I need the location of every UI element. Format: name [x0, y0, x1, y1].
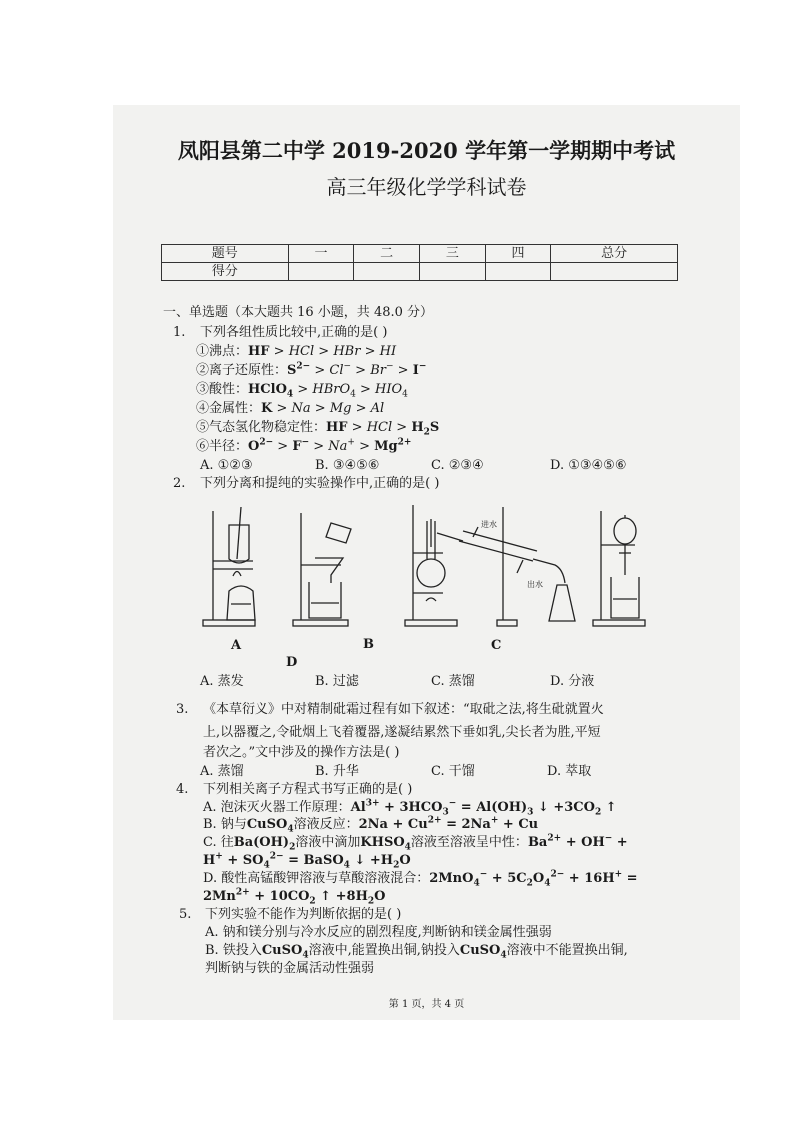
q2-option-a: A. 蒸发 [200, 674, 244, 689]
q1-item-4: ④金属性：K > Na > Mg > Al [196, 401, 385, 416]
q1-option-c: C. ②③④ [431, 458, 484, 473]
q4-option-c: C. 往$Ba(OH)_2$溶液中滴加$KHSO_4$溶液至溶液呈中性：$Ba^{2+} + OH^-$ + [203, 833, 628, 853]
score-cell: 四 [485, 245, 551, 263]
q3-line-1: 《本草衍义》中对精制砒霜过程有如下叙述：“取砒之法,将生砒就置火 [203, 702, 604, 717]
q2-option-d: D. 分液 [550, 674, 595, 689]
q5-option-b-cont: 判断钠与铁的金属活动性强弱 [205, 961, 375, 976]
q5-option-b-text-3: 溶液中不能置换出铜, [506, 943, 628, 958]
q5-option-b-text-1: B. 铁投入 [205, 943, 262, 958]
exam-paper [113, 105, 740, 1020]
q3-option-b: B. 升华 [315, 764, 359, 779]
q1-item-label: ①沸点： [196, 344, 249, 359]
q4-option-d-cont: $2Mn^{2+} + 10CO_2$ ↑ $+8H_2O$ [203, 887, 386, 907]
q2-option-c: C. 蒸馏 [431, 674, 475, 689]
q1-stem: 下列各组性质比较中,正确的是( ) [200, 325, 388, 340]
water-out-label: 出水 [527, 580, 543, 589]
exam-title: 凤阳县第二中学 2019-2020 学年第一学期期中考试 [177, 138, 676, 163]
figure-label-c: C [491, 638, 502, 653]
figure-label-a: A [231, 638, 242, 653]
q5-number: 5. [179, 907, 192, 922]
q1-number: 1. [173, 325, 186, 340]
score-table [161, 244, 678, 281]
figure-label-b: B [363, 637, 374, 652]
q4-option-a-label: A. 泡沫灭火器工作原理： [203, 800, 351, 815]
q3-number: 3. [176, 702, 189, 717]
q1-item-label: ⑥半径： [196, 439, 249, 454]
q4-option-a: A. 泡沫灭火器工作原理：$Al^{3+} + 3HCO_3^- = Al(OH)_3$ ↓ $+3CO_2$ ↑ [203, 798, 617, 818]
q1-item-label: ②离子还原性： [196, 363, 288, 378]
q3-line-3: 者次之。”文中涉及的操作方法是( ) [203, 745, 400, 760]
q4-option-c-cont: $H^+ + SO_4^{2-}$ = BaSO$_4$ ↓ $+H_2O$ [203, 851, 411, 871]
score-table-header-row [162, 245, 678, 263]
q4-option-b-label: B. 钠与 [203, 817, 247, 832]
score-cell: 三 [419, 245, 485, 263]
q4-stem: 下列相关离子方程式书写正确的是( ) [203, 782, 413, 797]
q1-item-2: ②离子还原性：$S^{2-} > Cl^- > Br^- > I^-$ [196, 361, 427, 378]
section-heading: 一、单选题（本大题共 16 小题，共 48.0 分） [163, 305, 434, 320]
q4-option-b: B. 钠与CuSO$_4$溶液反应：$2Na + Cu^{2+} = 2Na^+ + Cu$ [203, 815, 539, 835]
score-cell [485, 263, 551, 281]
q1-option-d: D. ①③④⑤⑥ [550, 458, 627, 473]
q3-option-c: C. 干馏 [431, 764, 475, 779]
q4-option-d: D. 酸性高锰酸钾溶液与草酸溶液混合：$2MnO_4^- + 5C_2O_4^{2-} + 16H^+$ = [203, 869, 638, 889]
score-cell: 二 [354, 245, 420, 263]
apparatus-figure [193, 503, 663, 633]
q5-option-b: B. 铁投入CuSO$_4$溶液中,能置换出铜,钠投入CuSO$_4$溶液中不能置换出铜, [205, 943, 628, 961]
q1-item-label: ④金属性： [196, 401, 262, 416]
score-cell: 得分 [162, 263, 289, 281]
q5-option-b-text-2: 溶液中,能置换出铜,钠投入 [308, 943, 460, 958]
score-cell: 一 [288, 245, 354, 263]
score-cell: 题号 [162, 245, 289, 263]
q1-item-1: ①沸点：HF > HCl > HBr > HI [196, 344, 397, 359]
figure-label-d: D [286, 655, 298, 670]
water-in-label: 进水 [481, 520, 497, 529]
q4-option-c-text-2: 溶液至溶液呈中性： [410, 835, 528, 850]
score-table-score-row [162, 263, 678, 281]
q4-option-c-label: C. 往 [203, 835, 234, 850]
filtration-apparatus [293, 513, 351, 626]
score-cell [551, 263, 678, 281]
q1-option-a: A. ①②③ [200, 458, 253, 473]
q4-option-d-label: D. 酸性高锰酸钾溶液与草酸溶液混合： [203, 871, 430, 886]
q1-item-5: ⑤气态氢化物稳定性：HF > HCl > $H_2S$ [196, 420, 440, 438]
q2-option-b: B. 过滤 [315, 674, 359, 689]
q3-option-d: D. 萃取 [547, 764, 592, 779]
q5-option-a: A. 钠和镁分别与冷水反应的剧烈程度,判断钠和镁金属性强弱 [205, 925, 552, 940]
page-footer: 第 1 页，共 4 页 [388, 999, 465, 1010]
score-cell: 总分 [551, 245, 678, 263]
q3-option-a: A. 蒸馏 [200, 764, 244, 779]
score-cell [419, 263, 485, 281]
q4-option-c-text-1: 溶液中滴加 [295, 835, 361, 850]
q4-number: 4. [176, 782, 189, 797]
q1-item-3: ③酸性：HClO$_4$ > HBrO$_4$ > $HIO_4$ [196, 382, 408, 400]
q5-stem: 下列实验不能作为判断依据的是( ) [205, 907, 402, 922]
q2-number: 2. [173, 476, 186, 491]
q1-option-b: B. ③④⑤⑥ [315, 458, 380, 473]
exam-subtitle: 高三年级化学学科试卷 [326, 175, 527, 199]
q1-item-6: ⑥半径：$O^{2-} > F^- > Na^+ > Mg^{2+}$ [196, 437, 412, 454]
score-cell [354, 263, 420, 281]
q1-item-label: ③酸性： [196, 382, 249, 397]
q1-item-label: ⑤气态氢化物稳定性： [196, 420, 327, 435]
score-cell [288, 263, 354, 281]
q4-option-b-text: 溶液反应： [293, 817, 359, 832]
evaporation-apparatus [203, 507, 255, 626]
separatory-funnel-apparatus [593, 511, 645, 626]
q2-stem: 下列分离和提纯的实验操作中,正确的是( ) [200, 476, 440, 491]
q3-line-2: 上,以器覆之,令砒烟上飞着覆器,遂凝结累然下垂如乳,尖长者为胜,平短 [203, 725, 601, 740]
